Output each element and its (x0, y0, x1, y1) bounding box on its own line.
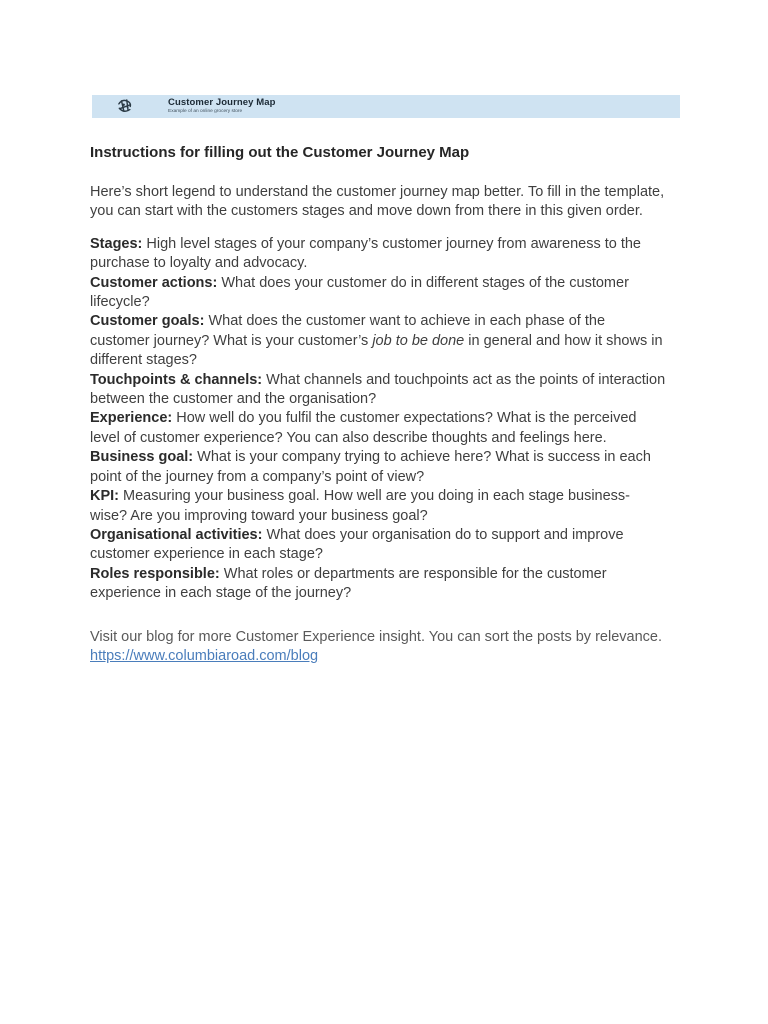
instructions-section (90, 143, 666, 667)
legend-text: What does your organisation do to support and improve customer experience in each stage? (90, 526, 624, 563)
legend-text: in general and how it shows in different stages? (90, 332, 663, 369)
columbia-road-logo-icon (113, 95, 137, 118)
blog-link[interactable]: https://www.columbiaroad.com/blog (90, 648, 319, 665)
legend-item-kpi (90, 487, 666, 526)
legend-term: Experience: (90, 410, 173, 427)
blog-promo-text: Visit our blog for more Customer Experience insight. You can sort the posts by relevance. (90, 628, 662, 645)
legend-term: Roles responsible: (90, 565, 220, 582)
intro-paragraph: Here’s short legend to understand the customer journey map better. To fill in the template, you can start with the customers stages and move down from there in this given order. (90, 184, 665, 220)
legend-term: Touchpoints & channels: (90, 371, 263, 388)
legend-text: How well do you fulfil the customer expectations? What is the perceived level of customer experience? You can also describe thoughts and feelings here. (90, 410, 637, 446)
legend-italic-phrase: job to be done (372, 332, 465, 349)
header-title: Customer Journey Map (168, 97, 276, 108)
legend-term: Customer goals: (90, 313, 205, 330)
legend-item-organisational-activities (90, 526, 666, 565)
legend-term: Stages: (90, 235, 143, 252)
legend-term: Business goal: (90, 449, 194, 466)
legend-term: Customer actions: (90, 274, 218, 291)
legend-term: KPI: (90, 488, 119, 505)
legend-item-customer-actions (90, 274, 666, 313)
legend-item-business-goal (90, 448, 666, 487)
legend-term: Organisational activities: (90, 526, 263, 543)
legend-text: Measuring your business goal. How well are you doing in each stage business-wise? Are you improving toward your business goal? (90, 488, 631, 524)
legend-item-stages (90, 235, 666, 274)
instructions-heading: Instructions for filling out the Customer Journey Map (90, 144, 470, 161)
legend-item-touchpoints-channels (90, 371, 666, 410)
legend-text: What is your company trying to achieve here? What is success in each point of the journey from a company’s point of view? (90, 449, 651, 485)
legend-list (90, 235, 666, 604)
legend-item-roles-responsible (90, 565, 666, 604)
legend-item-customer-goals (90, 312, 666, 370)
document-header-banner (92, 95, 680, 118)
header-subtitle: Example of an online grocery store (168, 108, 243, 114)
legend-text: What does your customer do in different stages of the customer lifecycle? (90, 274, 629, 311)
legend-text: What does the customer want to achieve in each phase of the customer journey? What is your customer’s (90, 313, 606, 349)
legend-item-experience (90, 409, 666, 448)
legend-text: What roles or departments are responsible for the customer experience in each stage of the journey? (90, 565, 607, 602)
legend-text: What channels and touchpoints act as the points of interaction between the customer and the organisation? (90, 371, 666, 408)
legend-text: High level stages of your company’s customer journey from awareness to the purchase to loyalty and advocacy. (90, 235, 641, 272)
